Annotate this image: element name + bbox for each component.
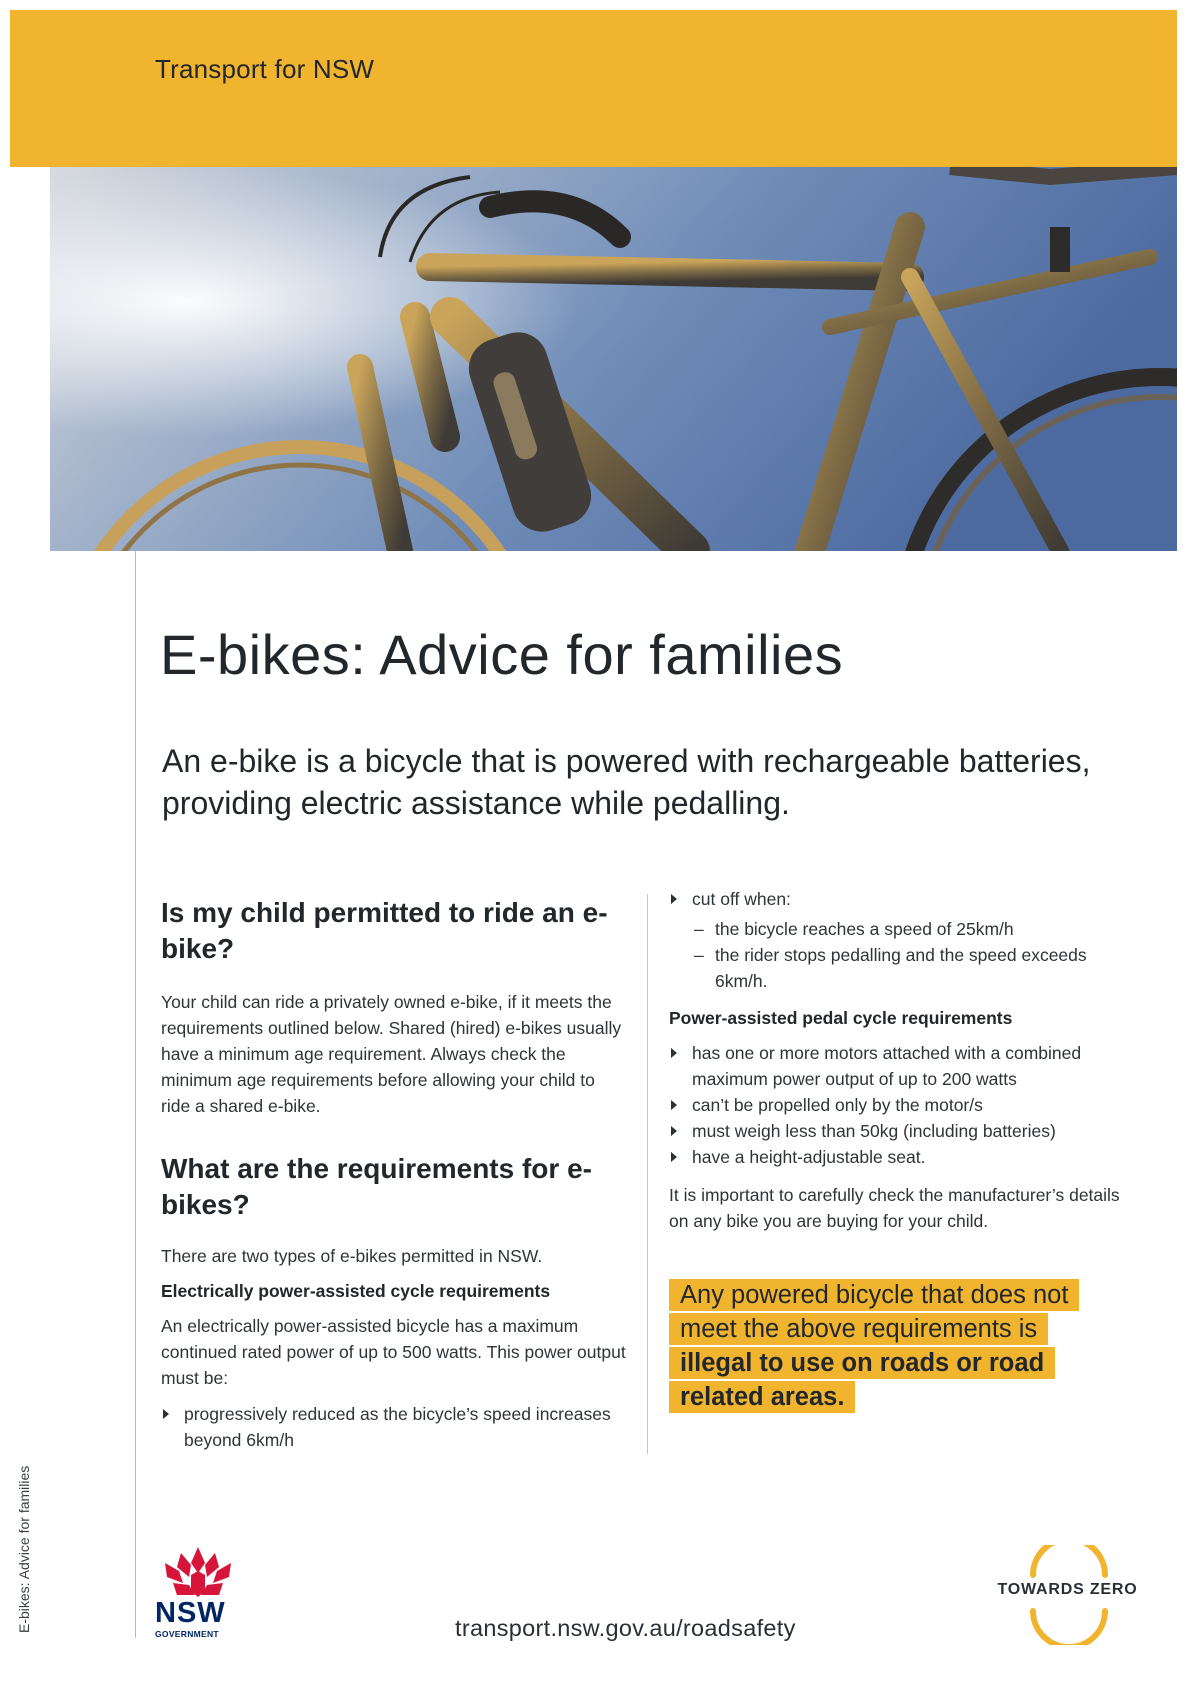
list-item — [669, 1040, 1139, 1092]
sublist-item-text: the rider stops pedalling and the speed exceeds 6km/h. — [715, 945, 1087, 991]
triangle-bullet-icon — [163, 1409, 169, 1419]
callout-text: Any powered bicycle that does not meet the above requirements is — [680, 1281, 1069, 1343]
column-divider — [647, 894, 648, 1454]
triangle-bullet-icon — [671, 1048, 677, 1058]
epac-list — [161, 1401, 626, 1453]
list-item — [669, 1118, 1139, 1144]
footer-url[interactable]: transport.nsw.gov.au/roadsafety — [455, 1615, 796, 1641]
permitted-paragraph: Your child can ride a privately owned e-bike, if it meets the requirements outlined below. Shared (hired) e-bikes usually have a minimum age requirement. Always check the minimum age requirements before allowing your child to ride a shared e-bike. — [161, 992, 622, 1116]
right-column — [669, 889, 1139, 1234]
list-item — [161, 1401, 626, 1453]
hero-ebike-photo — [50, 167, 1177, 551]
illegal-callout — [669, 1278, 1109, 1414]
manufacturer-paragraph: It is important to carefully check the manufacturer’s details on any bike you are buying for your child. — [669, 1185, 1120, 1231]
intro-paragraph: An e-bike is a bicycle that is powered with rechargeable batteries, providing electric assistance while pedalling. — [162, 743, 1091, 821]
sublist-item — [692, 942, 1139, 994]
list-item-text: have a height-adjustable seat. — [692, 1147, 926, 1167]
list-item-text: progressively reduced as the bicycle’s speed increases beyond 6km/h — [184, 1404, 611, 1450]
list-item — [669, 1144, 1139, 1170]
triangle-bullet-icon — [671, 1100, 677, 1110]
subheading-epac: Electrically power-assisted cycle requirements — [161, 1281, 551, 1301]
logo-government-text: GOVERNMENT — [155, 1629, 219, 1639]
callout-highlight — [669, 1279, 1079, 1413]
cutoff-sublist — [692, 916, 1139, 994]
dash-bullet-icon: – — [694, 945, 704, 965]
left-column — [161, 895, 626, 1453]
logo-nsw-text: NSW — [155, 1597, 226, 1629]
triangle-bullet-icon — [671, 1152, 677, 1162]
list-item — [669, 886, 1139, 994]
page-title: E-bikes: Advice for families — [160, 623, 844, 686]
triangle-bullet-icon — [671, 894, 677, 904]
question-heading-permitted: Is my child permitted to ride an e-bike? — [161, 897, 608, 964]
list-item-text: cut off when: — [692, 889, 791, 909]
towards-zero-logo — [995, 1545, 1140, 1645]
agency-name: Transport for NSW — [155, 54, 375, 84]
pedal-cycle-list — [669, 1040, 1139, 1170]
nsw-government-logo — [153, 1545, 243, 1645]
sublist-item-text: the bicycle reaches a speed of 25km/h — [715, 919, 1014, 939]
list-item-text: can’t be propelled only by the motor/s — [692, 1095, 983, 1115]
list-item — [669, 1092, 1139, 1118]
cutoff-list — [669, 886, 1139, 994]
subheading-pedal-cycle: Power-assisted pedal cycle requirements — [669, 1008, 1013, 1028]
side-label: E-bikes: Advice for families — [16, 1465, 32, 1633]
towards-zero-text: TOWARDS ZERO — [997, 1581, 1138, 1598]
question-heading-requirements: What are the requirements for e-bikes? — [161, 1153, 592, 1220]
types-paragraph: There are two types of e-bikes permitted in NSW. — [161, 1246, 543, 1266]
list-item-text: has one or more motors attached with a combined maximum power output of up to 200 watts — [692, 1043, 1082, 1089]
sublist-item — [692, 916, 1139, 942]
dash-bullet-icon: – — [694, 919, 704, 939]
callout-bold-text: illegal to use on roads or road related areas. — [680, 1349, 1045, 1411]
header-band — [10, 10, 1177, 167]
waratah-icon — [165, 1547, 231, 1597]
epac-paragraph: An electrically power-assisted bicycle has a maximum continued rated power of up to 500 watts. This power output must be: — [161, 1316, 626, 1388]
triangle-bullet-icon — [671, 1126, 677, 1136]
list-item-text: must weigh less than 50kg (including batteries) — [692, 1121, 1056, 1141]
